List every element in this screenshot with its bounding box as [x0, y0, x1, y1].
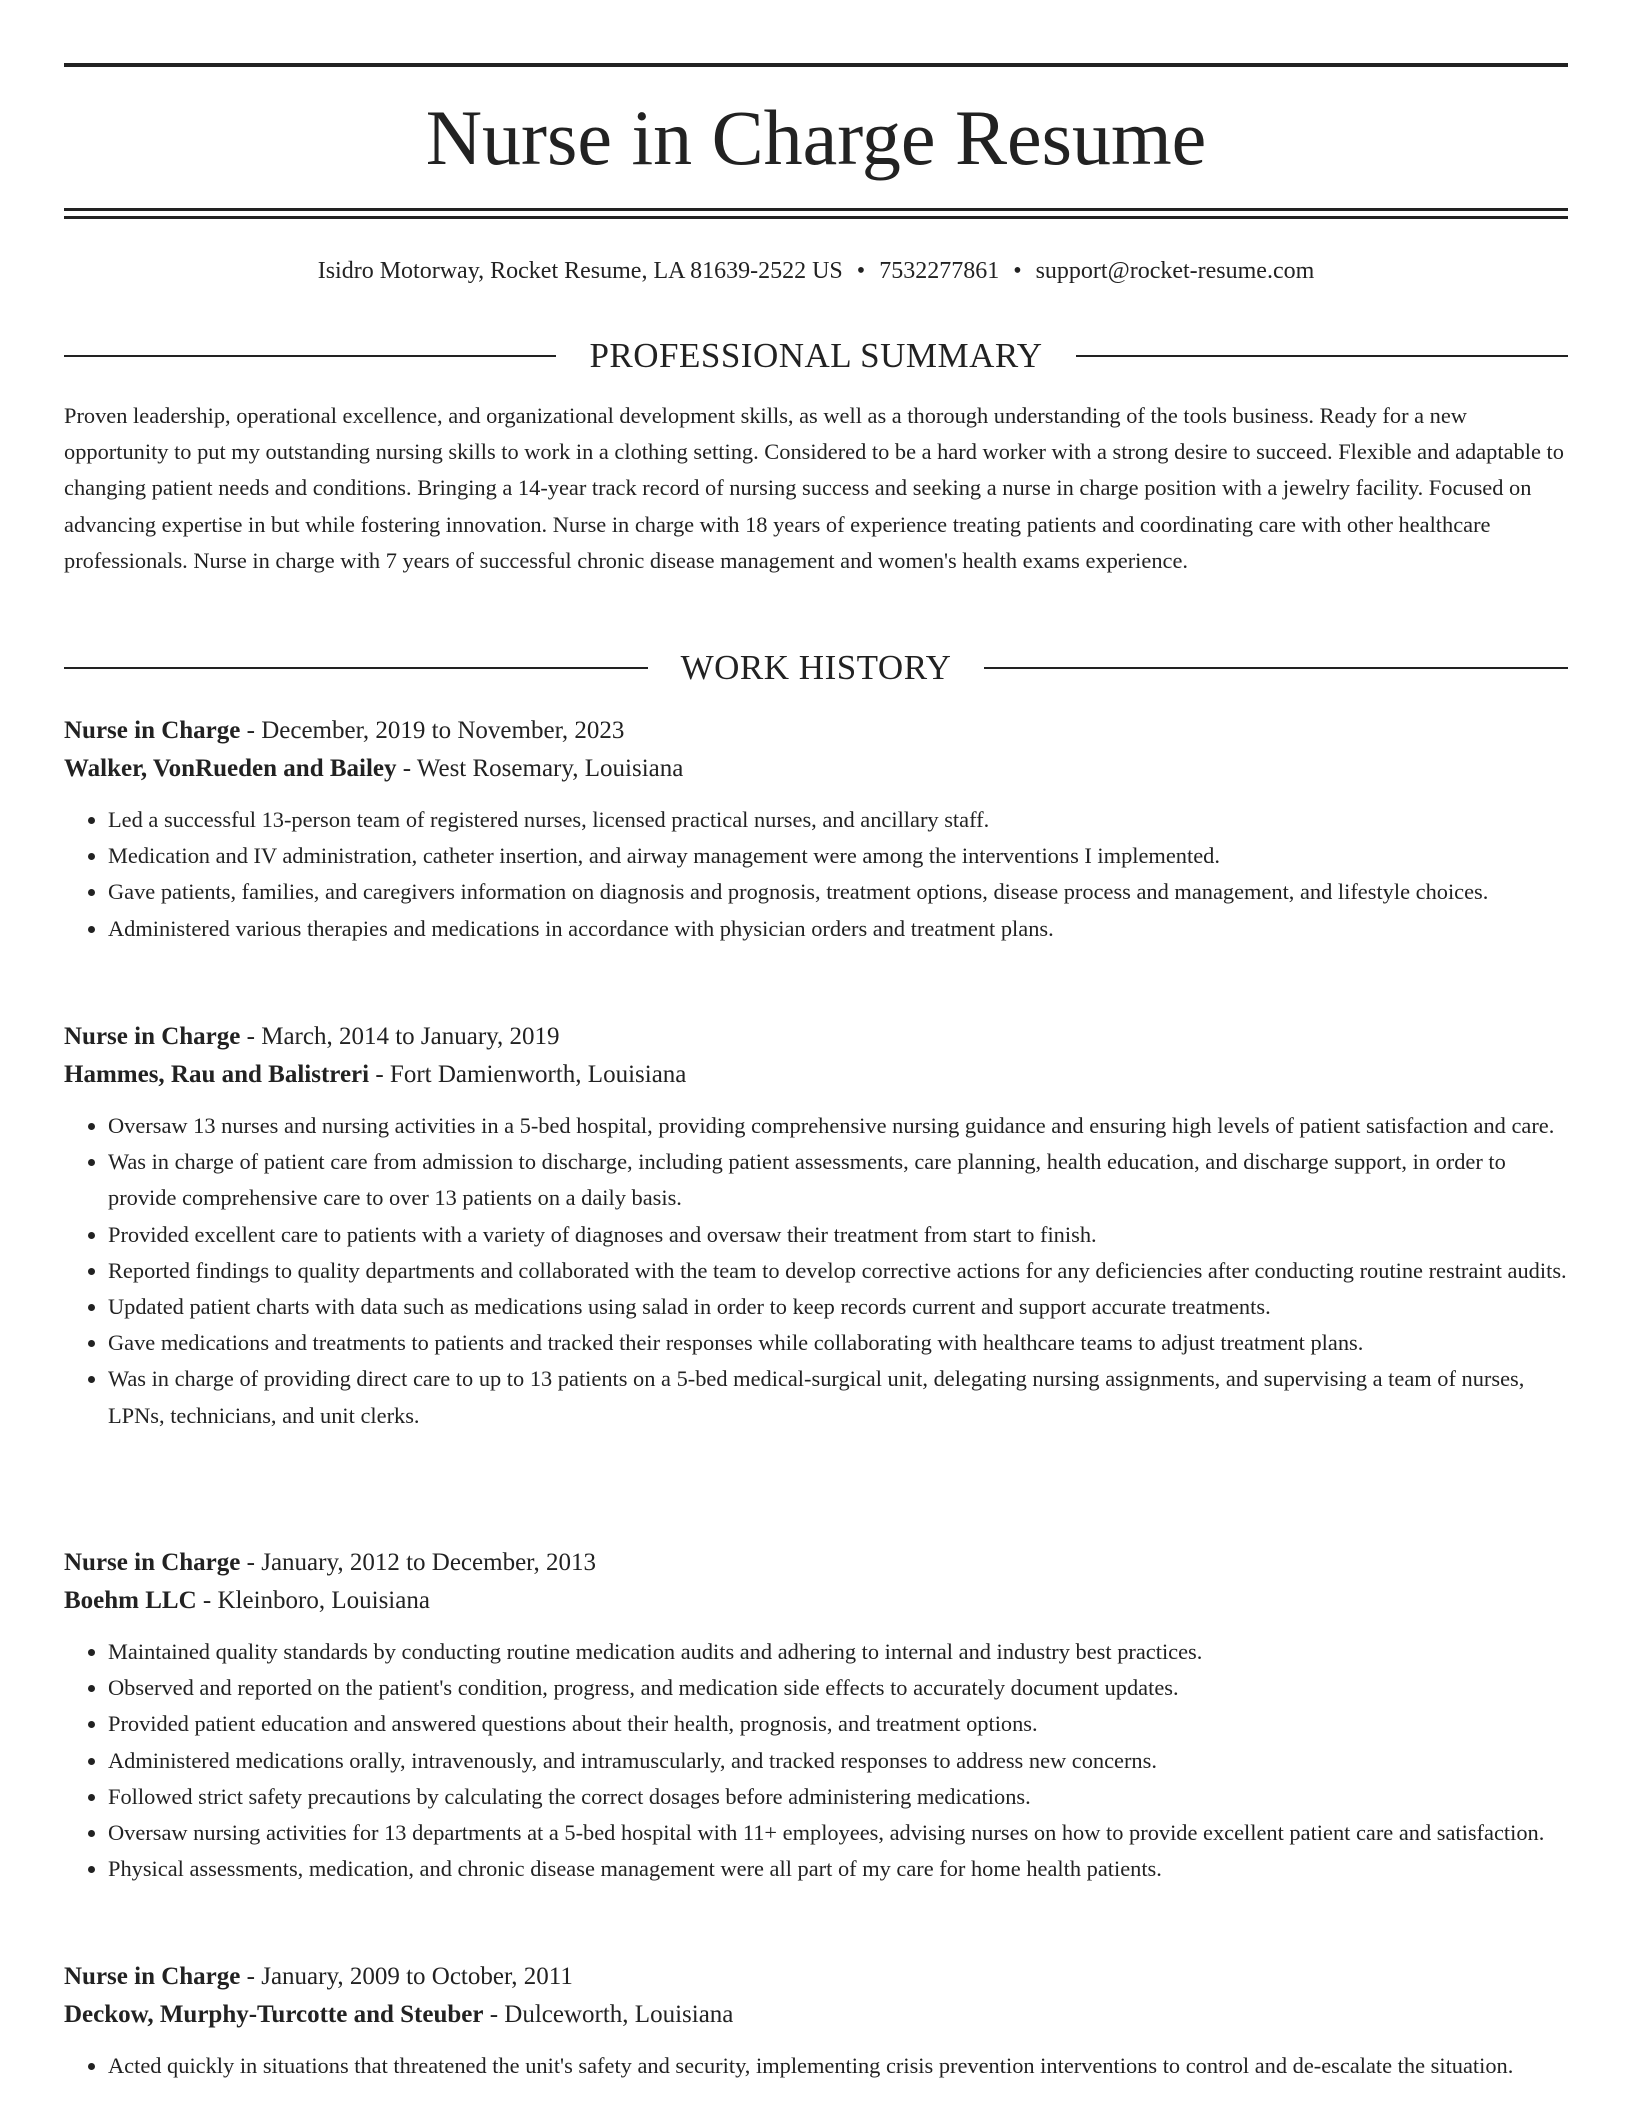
job-bullet: • Observed and reported on the patient's condition, progress, and medication side effects to accurately document updates.: [108, 1670, 1568, 1706]
job-entry: [64, 712, 1568, 947]
heading-rule-right: [1076, 355, 1568, 357]
job-company-line: [64, 1996, 1568, 2034]
top-rule: [64, 63, 1568, 67]
resume-title: Nurse in Charge Resume: [425, 94, 1207, 181]
contact-address: Isidro Motorway, Rocket Resume, LA 81639-2522 US: [317, 258, 843, 284]
work-history-heading-label: WORK HISTORY: [680, 648, 952, 687]
job-company-line: [64, 1582, 1568, 1620]
job-bullets: [64, 1634, 1568, 1887]
job-bullet: • Was in charge of patient care from admission to discharge, including patient assessments, care planning, health education, and discharge support, in order to provide comprehensive care to over 13 patients on a daily basis.: [108, 1144, 1568, 1216]
job-company: Boehm LLC: [64, 1587, 197, 1614]
contact-phone: 7532277861: [879, 258, 1000, 284]
work-history-heading: [64, 646, 1568, 690]
job-dates: - December, 2019 to November, 2023: [240, 717, 625, 744]
job-location: - West Rosemary, Louisiana: [396, 755, 684, 782]
job-bullet: • Medication and IV administration, catheter insertion, and airway management were among the interventions I implemented.: [108, 838, 1568, 874]
job-entry: [64, 1544, 1568, 1887]
job-role-line: [64, 1958, 1568, 1996]
contact-separator: •: [856, 258, 866, 284]
heading-rule-right: [984, 667, 1568, 669]
title-rule-upper: [64, 208, 1568, 211]
job-company-line: [64, 1056, 1568, 1094]
job-bullet: • Administered medications orally, intravenously, and intramuscularly, and tracked responses to address new concerns.: [108, 1743, 1568, 1779]
job-bullet: • Gave patients, families, and caregivers information on diagnosis and prognosis, treatment options, disease process and management, and lifestyle choices.: [108, 874, 1568, 910]
job-bullet: • Acted quickly in situations that threatened the unit's safety and security, implementing crisis prevention interventions to control and de-escalate the situation.: [108, 2048, 1568, 2084]
job-company: Walker, VonRueden and Bailey: [64, 755, 397, 782]
job-bullet: • Updated patient charts with data such as medications using salad in order to keep records current and support accurate treatments.: [108, 1289, 1568, 1325]
job-dates: - March, 2014 to January, 2019: [240, 1023, 560, 1050]
heading-rule-left: [64, 667, 648, 669]
job-bullet: • Physical assessments, medication, and chronic disease management were all part of my care for home health patients.: [108, 1851, 1568, 1887]
job-location: - Kleinboro, Louisiana: [196, 1587, 430, 1614]
job-bullet: • Administered various therapies and medications in accordance with physician orders and treatment plans.: [108, 911, 1568, 947]
summary-text: Proven leadership, operational excellence, and organizational development skills, as well as a thorough understanding of the tools business. Ready for a new opportunity to put my outstanding nursing skills to work in a clothing setting. Considered to be a hard worker with a strong desire to succeed. Flexible and adaptable to changing patient needs and conditions. Bringing a 14-year track record of nursing success and seeking a nurse in charge position with a jewelry facility. Focused on advancing expertise in but while fostering innovation. Nurse in charge with 18 years of experience treating patients and coordinating care with other healthcare professionals. Nurse in charge with 7 years of successful chronic disease management and women's health exams experience.: [64, 403, 1564, 573]
job-company: Deckow, Murphy-Turcotte and Steuber: [64, 2001, 484, 2028]
job-role-line: [64, 1544, 1568, 1582]
summary-heading: [64, 334, 1568, 378]
job-bullet: • Provided patient education and answered questions about their health, prognosis, and treatment options.: [108, 1706, 1568, 1742]
job-role: Nurse in Charge: [64, 1963, 241, 1990]
job-role-line: [64, 712, 1568, 750]
job-bullet: • Followed strict safety precautions by calculating the correct dosages before administering medications.: [108, 1779, 1568, 1815]
job-bullets: [64, 802, 1568, 947]
job-bullet: • Provided excellent care to patients with a variety of diagnoses and oversaw their treatment from start to finish.: [108, 1217, 1568, 1253]
contact-separator: •: [1013, 258, 1022, 284]
title-rule-lower: [64, 216, 1568, 219]
summary-heading-label: PROFESSIONAL SUMMARY: [589, 336, 1043, 375]
job-bullet: • Oversaw 13 nurses and nursing activities in a 5-bed hospital, providing comprehensive nursing guidance and ensuring high levels of patient satisfaction and care.: [108, 1108, 1568, 1144]
job-bullet: • Oversaw nursing activities for 13 departments at a 5-bed hospital with 11+ employees, advising nurses on how to provide excellent patient care and satisfaction.: [108, 1815, 1568, 1851]
job-bullet: • Gave medications and treatments to patients and tracked their responses while collaborating with healthcare teams to adjust treatment plans.: [108, 1325, 1568, 1361]
job-role-line: [64, 1018, 1568, 1056]
job-role: Nurse in Charge: [64, 1023, 241, 1050]
job-location: - Fort Damienworth, Louisiana: [369, 1061, 687, 1088]
job-bullet: • Was in charge of providing direct care to up to 13 patients on a 5-bed medical-surgical unit, delegating nursing assignments, and supervising a team of nurses, LPNs, technicians, and unit clerks.: [108, 1361, 1568, 1433]
job-dates: - January, 2009 to October, 2011: [240, 1963, 573, 1990]
job-bullet: • Reported findings to quality departments and collaborated with the team to develop corrective actions for any deficiencies after conducting routine restraint audits.: [108, 1253, 1568, 1289]
job-location: - Dulceworth, Louisiana: [483, 2001, 734, 2028]
job-entry: [64, 1018, 1568, 1434]
job-bullets: [64, 2048, 1568, 2084]
contact-line: [64, 254, 1568, 288]
job-company-line: [64, 750, 1568, 788]
job-dates: - January, 2012 to December, 2013: [240, 1549, 596, 1576]
job-bullet: • Led a successful 13-person team of registered nurses, licensed practical nurses, and ancillary staff.: [108, 802, 1568, 838]
job-bullets: [64, 1108, 1568, 1434]
contact-email: support@rocket-resume.com: [1035, 258, 1315, 284]
job-bullet: • Maintained quality standards by conducting routine medication audits and adhering to internal and industry best practices.: [108, 1634, 1568, 1670]
heading-rule-left: [64, 355, 556, 357]
job-company: Hammes, Rau and Balistreri: [64, 1061, 370, 1088]
job-entry: [64, 1958, 1568, 2084]
job-role: Nurse in Charge: [64, 1549, 241, 1576]
job-role: Nurse in Charge: [64, 717, 241, 744]
